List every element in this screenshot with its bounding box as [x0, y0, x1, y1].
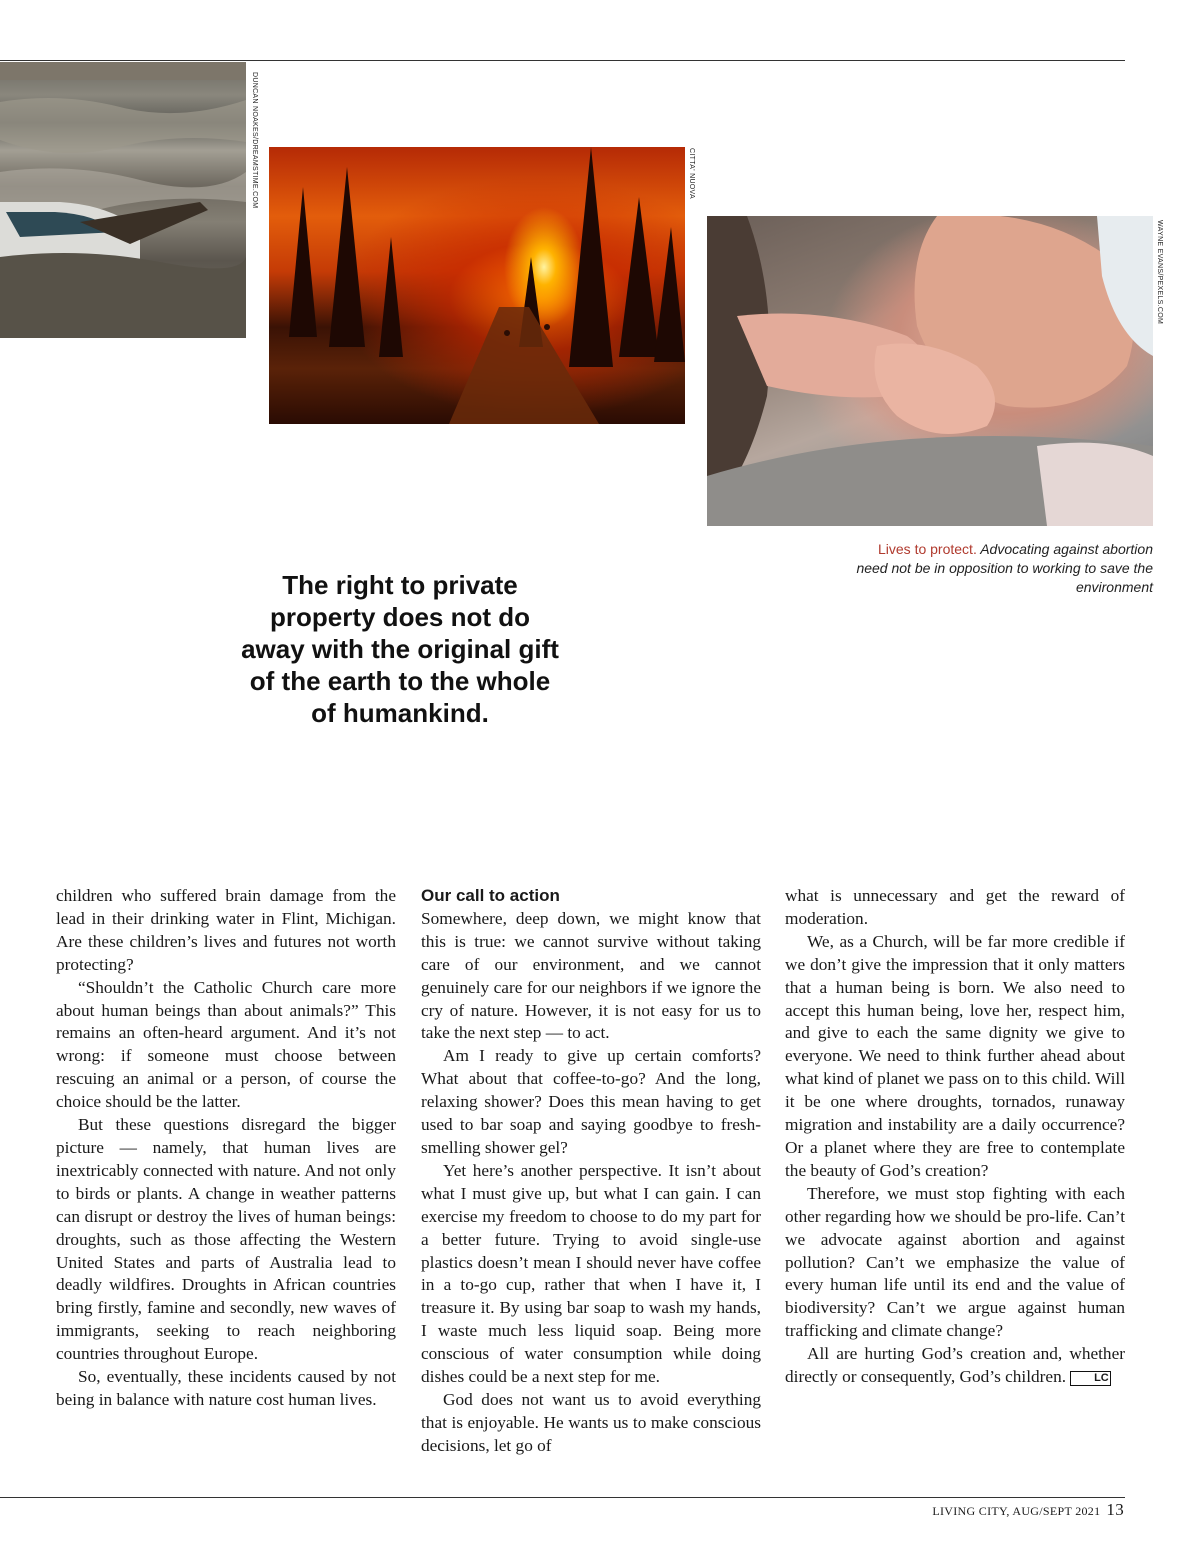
page-footer [932, 1500, 1124, 1520]
section-heading: Our call to action [421, 886, 560, 905]
paragraph: But these questions disregard the bigger picture — namely, that human lives are inextricably connected with nature. And not only to birds or plants. A change in weather patterns can disrupt or destroy the lives of human beings: droughts, such as those affecting the Western United States and parts of Australia lead to deadly wildfires. Droughts in African countries bring firstly, famine and secondly, new waves of immigrants, seeking to reach neighboring countries throughout Europe. [56, 1115, 396, 1364]
forest-fire-photo [269, 147, 685, 424]
pull-quote: The right to private property does not do away with the original gift of the earth to the whole of humankind. [241, 570, 559, 728]
publication-name: LIVING CITY, AUG/SEPT 2021 [932, 1504, 1101, 1518]
paragraph: God does not want us to avoid everything that is enjoyable. He wants us to make conscious decisions, let go of [421, 1389, 761, 1455]
paragraph [785, 1343, 1125, 1389]
paragraph: children who suffered brain damage from the lead in their drinking water in Flint, Michigan. Are these children’s lives and futures not worth protecting? [56, 886, 396, 974]
page-number: 13 [1106, 1500, 1124, 1519]
flooded-car-photo [0, 62, 246, 338]
caption-body: Advocating against abortion need not be in opposition to working to save the environment [856, 541, 1153, 595]
photo-caption [850, 540, 1153, 597]
caption-lead: Lives to protect. [878, 541, 977, 557]
closing-text: All are hurting God’s creation and, whether directly or consequently, God’s children. [785, 1344, 1125, 1387]
top-rule [0, 60, 1125, 61]
paragraph: Somewhere, deep down, we might know that this is true: we cannot survive without taking care of our environment, and we cannot genuinely care for our neighbors if we ignore the cry of nature. However, it is not easy for us to take the next step — to act. [421, 908, 761, 1043]
fire-illustration [269, 147, 685, 424]
paragraph: “Shouldn’t the Catholic Church care more about human beings than about animals?” This remains an often-heard argument. And it’s not wrong: if someone must choose between rescuing an animal or a person, of course the choice should be the latter. [56, 977, 396, 1112]
column-2 [421, 885, 761, 1458]
paragraph: Am I ready to give up certain comforts? What about that coffee-to-go? And the long, relaxing shower? Does this mean having to get used to bar soap and saying goodbye to fresh-smelling shower gel? [421, 1046, 761, 1157]
paragraph: Yet here’s another perspective. It isn’t about what I must give up, but what I can gain. I can exercise my freedom to choose to do my part for a better future. Trying to avoid single-use plastics doesn’t mean I should never have coffee in a to-go cup, rather that when I have it, I treasure it. By using bar soap to wash my hands, I waste much less liquid soap. Being more conscious of water consumption while doing dishes could be a next step for me. [421, 1160, 761, 1387]
paragraph: what is unnecessary and get the reward of moderation. [785, 886, 1125, 928]
fire-photo-credit: CITTA' NUOVA [688, 148, 695, 199]
lc-end-mark-icon: LC [1070, 1371, 1111, 1386]
paragraph: So, eventually, these incidents caused by not being in balance with nature cost human lives. [56, 1367, 396, 1409]
flood-illustration [0, 62, 246, 338]
column-3 [785, 885, 1125, 1389]
newborn-photo-credit: WAYNE EVANS/PEXELS.COM [1156, 220, 1163, 325]
newborn-illustration [707, 216, 1153, 526]
bottom-rule [0, 1497, 1125, 1498]
paragraph: Therefore, we must stop fighting with each other regarding how we should be pro-life. Can’t we advocate against abortion and against pollution? Can’t we emphasize the value of every human life until its end and the value of biodiversity? Can’t we argue against human trafficking and climate change? [785, 1183, 1125, 1341]
column-1 [56, 885, 396, 1412]
paragraph: We, as a Church, will be far more credible if we don’t give the impression that it only matters that a human being is born. We also need to accept this human being, love her, respect him, and give to each the same dignity we give to everyone. We need to think further ahead about what kind of planet we pass on to this child. Will it be one where droughts, tornados, runaway migration and instability are a daily occurrence? Or a planet where they are free to contemplate the beauty of God’s creation? [785, 931, 1125, 1180]
flood-photo-credit: DUNCAN NOAKES/DREAMSTIME.COM [251, 72, 258, 209]
newborn-hand-photo [707, 216, 1153, 526]
